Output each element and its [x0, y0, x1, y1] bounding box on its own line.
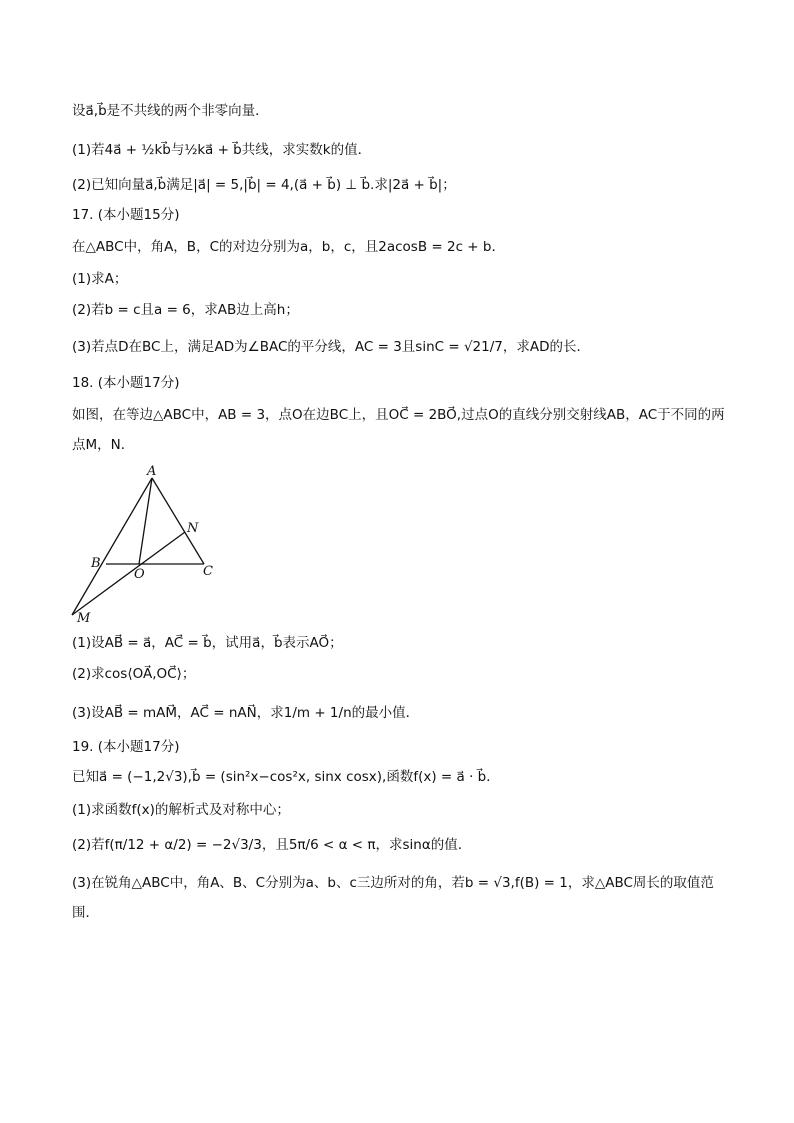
- q19-part1: (1)求函数f(x)的解析式及对称中心；: [72, 802, 290, 818]
- triangle-figure: [64, 460, 224, 625]
- q17-part2: (2)若b = c且a = 6，求AB边上高h；: [72, 302, 299, 318]
- q18-part1: (1)设AB⃗ = a⃗，AC⃗ = b⃗，试用a⃗，b⃗表示AO⃗；: [72, 635, 343, 651]
- q17-stem: 在△ABC中，角A，B，C的对边分别为a，b，c，且2acosB = 2c + b．: [72, 239, 505, 255]
- label-c: C: [203, 564, 213, 579]
- label-b: B: [91, 556, 101, 571]
- q19-stem: 已知a⃗ = (−1,2√3),b⃗ = (sin²x−cos²x, sinx cosx),函数f(x) = a⃗ · b⃗．: [72, 769, 500, 785]
- q17-part3: (3)若点D在BC上，满足AD为∠BAC的平分线，AC = 3且sinC = √21/7，求AD的长．: [72, 339, 591, 355]
- label-n: N: [187, 521, 199, 536]
- segment-ao: [139, 478, 152, 564]
- q18-heading: 18. (本小题17分): [72, 375, 180, 391]
- q18-stem: 如图，在等边△ABC中，AB = 3，点O在边BC上，且OC⃗ = 2BO⃗,过点O的直线分别交射线AB，AC于不同的两点M，N．: [72, 407, 725, 453]
- intro-line: 设a⃗,b⃗是不共线的两个非零向量．: [72, 103, 269, 119]
- q19-heading: 19. (本小题17分): [72, 739, 180, 755]
- q16-part1: (1)若4a⃗ + ½kb⃗与½ka⃗ + b⃗共线，求实数k的值．: [72, 142, 372, 158]
- q19-part3: (3)在锐角△ABC中，角A、B、C分别为a、b、c三边所对的角，若b = √3,f(B) = 1，求△ABC周长的取值范围．: [72, 875, 714, 921]
- q19-part2: (2)若f(π/12 + α/2) = −2√3/3，且5π/6 < α < π，求sinα的值．: [72, 837, 472, 853]
- segment-mn: [72, 532, 185, 615]
- q17-part1: (1)求A；: [72, 271, 128, 287]
- label-o: O: [134, 567, 145, 582]
- q18-part3: (3)设AB⃗ = mAM⃗，AC⃗ = nAN⃗，求1/m + 1/n的最小值．: [72, 705, 420, 721]
- q17-heading: 17. (本小题15分): [72, 207, 180, 223]
- segment-ab: [72, 478, 152, 615]
- q18-part2: (2)求cos⟨OA⃗,OC⃗⟩；: [72, 666, 196, 682]
- label-a: A: [147, 464, 157, 479]
- q16-part2: (2)已知向量a⃗,b⃗满足|a⃗| = 5,|b⃗| = 4,(a⃗ + b⃗) ⊥ b⃗.求|2a⃗ + b⃗|；: [72, 177, 456, 193]
- label-m: M: [77, 611, 91, 625]
